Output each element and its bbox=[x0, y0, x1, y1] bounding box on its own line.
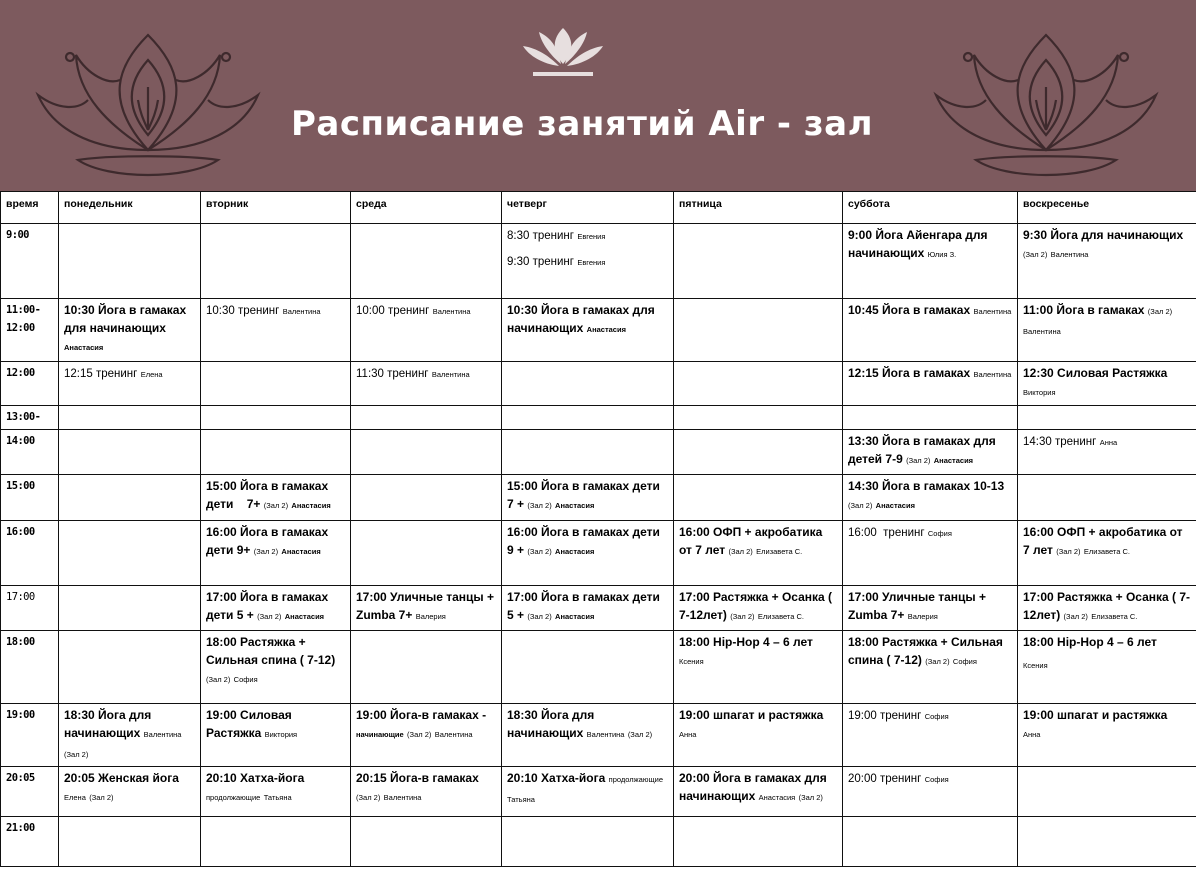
cell-mon bbox=[59, 521, 201, 586]
instructor: София bbox=[233, 675, 258, 684]
cell-fri bbox=[674, 224, 843, 299]
class-title: 11:00 Йога в гамаках bbox=[1023, 303, 1145, 317]
class-title: 13:30 Йога в гамаках для детей 7-9 bbox=[848, 434, 996, 466]
cell-sat bbox=[843, 362, 1018, 406]
hall: (Зал 2) bbox=[407, 730, 432, 739]
cell-fri bbox=[674, 586, 843, 631]
cell-mon bbox=[59, 406, 201, 430]
instructor: Анастасия bbox=[284, 612, 325, 621]
hall: (Зал 2) bbox=[89, 793, 114, 802]
hall: (Зал 2) bbox=[356, 793, 381, 802]
class-title: 12:15 тренинг bbox=[64, 368, 138, 380]
cell-mon bbox=[59, 475, 201, 521]
cell-sat bbox=[843, 631, 1018, 704]
cell-sun bbox=[1018, 224, 1196, 299]
hall: (Зал 2) bbox=[1147, 307, 1173, 316]
cell-tue bbox=[201, 704, 351, 767]
class-title: 15:00 Йога в гамаках дети 7+ bbox=[206, 479, 332, 511]
cell-tue bbox=[201, 299, 351, 362]
cell-fri bbox=[674, 475, 843, 521]
schedule-table bbox=[0, 191, 1196, 867]
instructor: София bbox=[927, 529, 952, 538]
cell-thu bbox=[502, 475, 674, 521]
cell-sat bbox=[843, 586, 1018, 631]
cell-fri bbox=[674, 406, 843, 430]
cell-sat bbox=[843, 406, 1018, 430]
cell-thu bbox=[502, 767, 674, 817]
instructor: Ксения bbox=[1023, 661, 1048, 670]
instructor: Елизавета С. bbox=[1083, 547, 1130, 556]
table-row bbox=[1, 475, 1196, 521]
class-title: 18:00 Hip-Hop 4 – 6 лет bbox=[679, 635, 813, 649]
cell-sun bbox=[1018, 362, 1196, 406]
instructor: Виктория bbox=[1023, 388, 1056, 397]
hall: (Зал 2) bbox=[798, 793, 823, 802]
cell-fri bbox=[674, 362, 843, 406]
cell-sun bbox=[1018, 406, 1196, 430]
cell-thu bbox=[502, 817, 674, 867]
instructor: София bbox=[924, 775, 949, 784]
hall: (Зал 2) bbox=[527, 612, 552, 621]
class-title: 18:00 Растяжка + Сильная спина ( 7-12) bbox=[848, 635, 1003, 667]
class-title: 14:30 Йога в гамаках 10-13 bbox=[848, 479, 1005, 493]
cell-sun bbox=[1018, 430, 1196, 475]
cell-wed bbox=[351, 631, 502, 704]
class-title: 19:00 шпагат и растяжка bbox=[679, 708, 824, 722]
cell-wed bbox=[351, 299, 502, 362]
instructor: Евгения bbox=[577, 258, 606, 267]
cell-sat bbox=[843, 521, 1018, 586]
class-title: 8:30 тренинг bbox=[507, 230, 574, 242]
cell-tue bbox=[201, 767, 351, 817]
time-cell: 12:00 bbox=[1, 362, 59, 406]
cell-tue bbox=[201, 521, 351, 586]
hall: (Зал 2) bbox=[906, 456, 931, 465]
class-title: 18:30 Йога для начинающих bbox=[507, 708, 595, 740]
hall: (Зал 2) bbox=[64, 750, 89, 759]
instructor: София bbox=[952, 657, 977, 666]
class-title: 16:00 тренинг bbox=[848, 527, 925, 539]
cell-sat bbox=[843, 430, 1018, 475]
class-title: 18:00 Растяжка + Сильная спина ( 7-12) bbox=[206, 635, 336, 667]
page-title: Расписание занятий Air - зал bbox=[291, 104, 873, 144]
time-cell: 19:00 bbox=[1, 704, 59, 767]
instructor: Валентина bbox=[586, 730, 625, 739]
header-sat: суббота bbox=[843, 192, 1018, 224]
level: начинающие bbox=[356, 730, 404, 739]
cell-sun bbox=[1018, 299, 1196, 362]
hall: (Зал 2) bbox=[730, 612, 755, 621]
table-row bbox=[1, 704, 1196, 767]
instructor: Анна bbox=[679, 730, 697, 739]
class-title: 12:30 Силовая Растяжка bbox=[1023, 366, 1168, 380]
table-row bbox=[1, 521, 1196, 586]
instructor: Анастасия bbox=[281, 547, 321, 556]
instructor: Валентина bbox=[282, 307, 321, 316]
table-row bbox=[1, 224, 1196, 299]
cell-sun bbox=[1018, 631, 1196, 704]
instructor: Валентина bbox=[1023, 327, 1061, 336]
instructor: Елена bbox=[64, 793, 86, 802]
cell-thu bbox=[502, 362, 674, 406]
class-title: 15:00 Йога в гамаках дети 7 + bbox=[507, 479, 660, 511]
time-cell: 13:00- bbox=[1, 406, 59, 430]
instructor: София bbox=[924, 712, 949, 721]
cell-sun bbox=[1018, 767, 1196, 817]
cell-tue bbox=[201, 224, 351, 299]
cell-wed bbox=[351, 430, 502, 475]
hall: (Зал 2) bbox=[527, 547, 552, 556]
hall: (Зал 2) bbox=[848, 501, 873, 510]
class-title: 17:00 Уличные танцы + Zumba 7+ bbox=[848, 590, 986, 622]
hall: (Зал 2) bbox=[925, 657, 950, 666]
cell-wed bbox=[351, 704, 502, 767]
cell-mon bbox=[59, 817, 201, 867]
hall: (Зал 2) bbox=[627, 730, 653, 739]
cell-mon bbox=[59, 767, 201, 817]
table-row bbox=[1, 817, 1196, 867]
hall: (Зал 2) bbox=[527, 501, 552, 510]
instructor: Анастасия bbox=[758, 793, 796, 802]
class-title: 20:10 Хатха-йога bbox=[507, 771, 606, 785]
instructor: Виктория bbox=[264, 730, 298, 739]
instructor: Елизавета С. bbox=[756, 547, 803, 556]
instructor: Анастасия bbox=[875, 501, 915, 510]
cell-sat bbox=[843, 299, 1018, 362]
class-title: 20:15 Йога-в гамаках bbox=[356, 771, 479, 785]
class-title: 18:00 Hip-Hop 4 – 6 лет bbox=[1023, 635, 1157, 649]
instructor: Валентина bbox=[1050, 250, 1089, 259]
instructor: Анастасия bbox=[933, 456, 974, 465]
hall: (Зал 2) bbox=[1063, 612, 1088, 621]
cell-wed bbox=[351, 817, 502, 867]
cell-wed bbox=[351, 475, 502, 521]
cell-sun bbox=[1018, 704, 1196, 767]
class-title: 9:00 Йога Айенгара для начинающих bbox=[848, 228, 988, 260]
header-thu: четверг bbox=[502, 192, 674, 224]
instructor: Евгения bbox=[577, 232, 606, 241]
hall: (Зал 2) bbox=[257, 612, 282, 621]
cell-tue bbox=[201, 586, 351, 631]
instructor: Анна bbox=[1099, 438, 1118, 447]
instructor: Анастасия bbox=[555, 547, 595, 556]
header-time: время bbox=[1, 192, 59, 224]
class-title: 10:45 Йога в гамаках bbox=[848, 303, 971, 317]
class-title: 10:30 тренинг bbox=[206, 305, 280, 317]
class-title: 17:00 Растяжка + Осанка ( 7-12лет) bbox=[679, 590, 833, 622]
cell-fri bbox=[674, 767, 843, 817]
header-fri: пятница bbox=[674, 192, 843, 224]
class-title: 17:00 Растяжка + Осанка ( 7-12лет) bbox=[1023, 590, 1191, 622]
instructor: Анастасия bbox=[64, 343, 104, 352]
class-title: 10:30 Йога в гамаках для начинающих bbox=[507, 303, 655, 335]
level: продолжающие bbox=[206, 793, 261, 802]
instructor: Анна bbox=[1023, 730, 1041, 739]
cell-sun bbox=[1018, 521, 1196, 586]
class-title: 18:30 Йога для начинающих bbox=[64, 708, 152, 740]
header-sun: воскресенье bbox=[1018, 192, 1196, 224]
header-mon: понедельник bbox=[59, 192, 201, 224]
class-title: 16:00 Йога в гамаках дети 9 + bbox=[507, 525, 660, 557]
instructor: Елена bbox=[140, 370, 163, 379]
class-title: 19:00 тренинг bbox=[848, 710, 922, 722]
time-cell: 17:00 bbox=[1, 586, 59, 631]
header-wed: среда bbox=[351, 192, 502, 224]
hall: (Зал 2) bbox=[206, 675, 231, 684]
class-title: 12:15 Йога в гамаках bbox=[848, 366, 971, 380]
hall: (Зал 2) bbox=[728, 547, 753, 556]
hall: (Зал 2) bbox=[253, 547, 279, 556]
cell-sat bbox=[843, 704, 1018, 767]
instructor: Валерия bbox=[907, 612, 938, 621]
cell-wed bbox=[351, 767, 502, 817]
cell-mon bbox=[59, 631, 201, 704]
cell-sat bbox=[843, 475, 1018, 521]
instructor: Валентина bbox=[432, 307, 471, 316]
instructor: Валентина bbox=[383, 793, 422, 802]
cell-thu bbox=[502, 521, 674, 586]
cell-mon bbox=[59, 224, 201, 299]
cell-fri bbox=[674, 430, 843, 475]
cell-mon bbox=[59, 299, 201, 362]
cell-thu bbox=[502, 586, 674, 631]
instructor: Валентина bbox=[973, 307, 1012, 316]
instructor: Татьяна bbox=[263, 793, 292, 802]
table-header-row bbox=[1, 192, 1196, 224]
instructor: Татьяна bbox=[507, 795, 535, 804]
cell-mon bbox=[59, 704, 201, 767]
cell-thu bbox=[502, 224, 674, 299]
instructor: Елизавета С. bbox=[757, 612, 804, 621]
class-title: 9:30 тренинг bbox=[507, 256, 574, 268]
class-title: 20:10 Хатха-йога bbox=[206, 771, 305, 785]
time-cell: 15:00 bbox=[1, 475, 59, 521]
time-cell: 16:00 bbox=[1, 521, 59, 586]
hall: (Зал 2) bbox=[263, 501, 289, 510]
cell-fri bbox=[674, 299, 843, 362]
instructor: Валентина bbox=[973, 370, 1012, 379]
table-row bbox=[1, 299, 1196, 362]
table-row bbox=[1, 430, 1196, 475]
time-cell: 21:00 bbox=[1, 817, 59, 867]
instructor: Валерия bbox=[415, 612, 446, 621]
cell-sat bbox=[843, 817, 1018, 867]
instructor: Анастасия bbox=[555, 612, 595, 621]
class-title: 10:30 Йога в гамаках для начинающих bbox=[64, 303, 187, 335]
class-title: 17:00 Уличные танцы + Zumba 7+ bbox=[356, 590, 494, 622]
table-row bbox=[1, 586, 1196, 631]
class-title: 10:00 тренинг bbox=[356, 305, 430, 317]
cell-thu bbox=[502, 299, 674, 362]
class-title: 20:00 Йога в гамаках для начинающих bbox=[679, 771, 827, 803]
cell-fri bbox=[674, 631, 843, 704]
cell-tue bbox=[201, 631, 351, 704]
class-title: 17:00 Йога в гамаках дети 5 + bbox=[206, 590, 329, 622]
class-title: 19:00 Силовая Растяжка bbox=[206, 708, 292, 740]
time-cell: 9:00 bbox=[1, 224, 59, 299]
cell-thu bbox=[502, 430, 674, 475]
class-title: 19:00 Йога-в гамаках - bbox=[356, 708, 487, 722]
instructor: Анастасия bbox=[586, 325, 626, 334]
cell-fri bbox=[674, 704, 843, 767]
cell-sat bbox=[843, 224, 1018, 299]
time-cell: 11:00-12:00 bbox=[1, 299, 59, 362]
class-title: 14:30 тренинг bbox=[1023, 436, 1097, 448]
class-title: 20:05 Женская йога bbox=[64, 771, 179, 785]
cell-tue bbox=[201, 475, 351, 521]
cell-sat bbox=[843, 767, 1018, 817]
class-title: 16:00 ОФП + акробатика от 7 лет bbox=[1023, 525, 1183, 557]
cell-sun bbox=[1018, 475, 1196, 521]
level: продолжающие bbox=[608, 775, 663, 784]
instructor: Анастасия bbox=[555, 501, 595, 510]
class-title: 16:00 ОФП + акробатика от 7 лет bbox=[679, 525, 823, 557]
instructor: Ксения bbox=[679, 657, 704, 666]
cell-fri bbox=[674, 817, 843, 867]
instructor: Юлия З. bbox=[927, 250, 957, 259]
table-row bbox=[1, 406, 1196, 430]
header-banner bbox=[0, 0, 1196, 191]
cell-wed bbox=[351, 406, 502, 430]
cell-thu bbox=[502, 631, 674, 704]
cell-thu bbox=[502, 704, 674, 767]
cell-thu bbox=[502, 406, 674, 430]
instructor: Валентина bbox=[143, 730, 182, 739]
time-cell: 20:05 bbox=[1, 767, 59, 817]
hall: (Зал 2) bbox=[1023, 250, 1048, 259]
time-cell: 18:00 bbox=[1, 631, 59, 704]
table-row bbox=[1, 767, 1196, 817]
class-title: 11:30 тренинг bbox=[356, 368, 429, 380]
time-cell: 14:00 bbox=[1, 430, 59, 475]
cell-fri bbox=[674, 521, 843, 586]
cell-wed bbox=[351, 521, 502, 586]
cell-mon bbox=[59, 362, 201, 406]
cell-wed bbox=[351, 362, 502, 406]
lotus-ornament-pattern bbox=[0, 0, 1196, 191]
cell-sun bbox=[1018, 817, 1196, 867]
instructor: Анастасия bbox=[291, 501, 331, 510]
cell-tue bbox=[201, 362, 351, 406]
instructor: Валентина bbox=[434, 730, 473, 739]
cell-mon bbox=[59, 586, 201, 631]
cell-wed bbox=[351, 224, 502, 299]
table-row bbox=[1, 362, 1196, 406]
table-row bbox=[1, 631, 1196, 704]
class-title: 16:00 Йога в гамаках дети 9+ bbox=[206, 525, 329, 557]
instructor: Елизавета С. bbox=[1091, 612, 1138, 621]
instructor: Валентина bbox=[431, 370, 470, 379]
cell-mon bbox=[59, 430, 201, 475]
class-title: 9:30 Йога для начинающих bbox=[1023, 228, 1184, 242]
header-tue: вторник bbox=[201, 192, 351, 224]
class-title: 17:00 Йога в гамаках дети 5 + bbox=[507, 590, 660, 622]
class-title: 20:00 тренинг bbox=[848, 773, 922, 785]
cell-tue bbox=[201, 430, 351, 475]
cell-tue bbox=[201, 406, 351, 430]
hall: (Зал 2) bbox=[1056, 547, 1081, 556]
cell-wed bbox=[351, 586, 502, 631]
cell-tue bbox=[201, 817, 351, 867]
class-title: 19:00 шпагат и растяжка bbox=[1023, 708, 1168, 722]
cell-sun bbox=[1018, 586, 1196, 631]
